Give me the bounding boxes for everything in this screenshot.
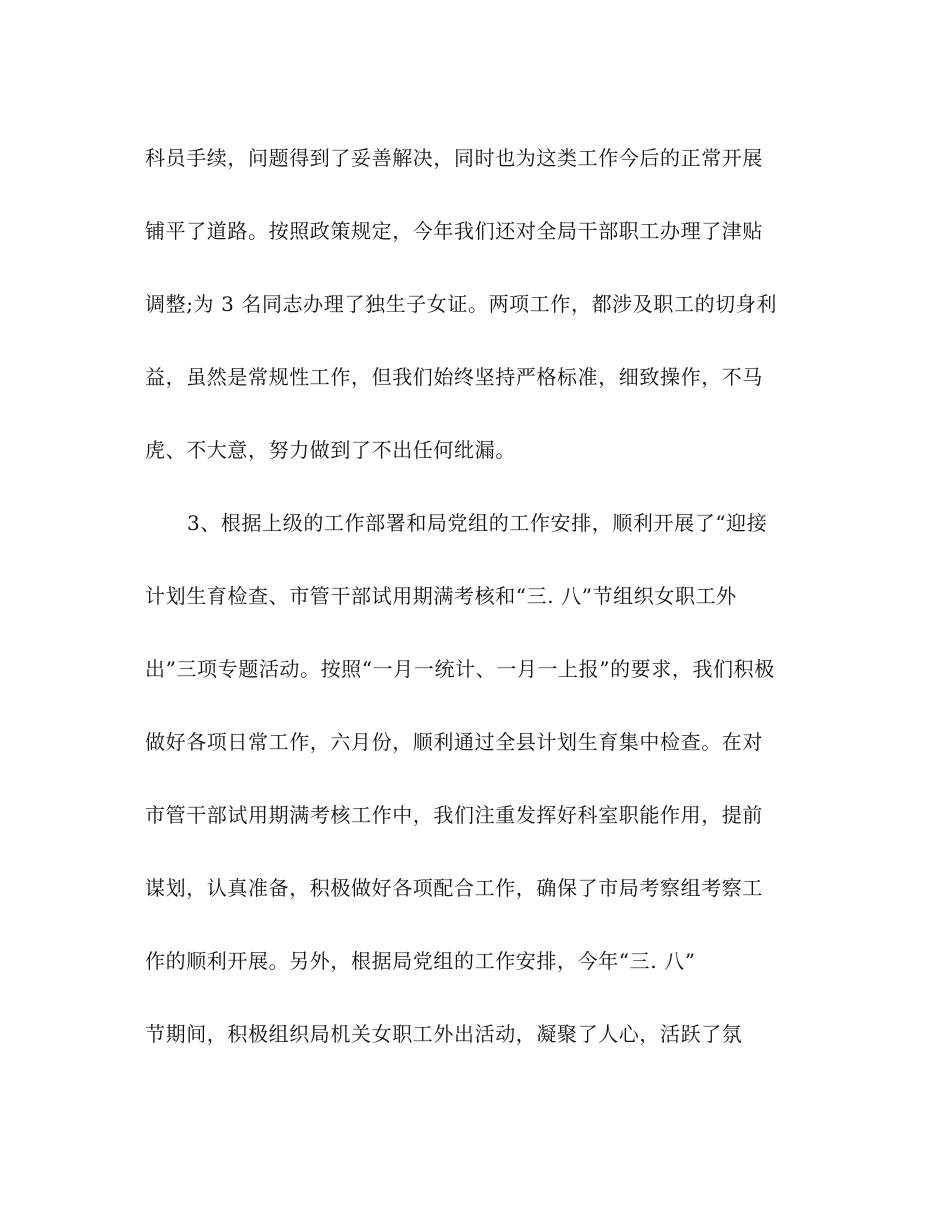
paragraph-line: 虎、不大意，努力做到了不出任何纰漏。 xyxy=(145,438,516,462)
paragraph-line: 调整;为 3 名同志办理了独生子女证。两项工作，都涉及职工的切身利 xyxy=(145,292,777,316)
paragraph-line: 谋划，认真准备，积极做好各项配合工作，确保了市局考察组考察工 xyxy=(145,876,763,900)
paragraph-line: 计划生育检查、市管干部试用期满考核和“三. 八”节组织女职工外 xyxy=(145,584,737,608)
paragraph-line: 3、根据上级的工作部署和局党组的工作安排，顺利开展了“迎接 xyxy=(187,511,768,535)
paragraph-line: 作的顺利开展。另外，根据局党组的工作安排，今年“三. 八” xyxy=(145,949,696,973)
paragraph-line: 做好各项日常工作，六月份，顺利通过全县计划生育集中检查。在对 xyxy=(145,730,763,754)
paragraph-line: 铺平了道路。按照政策规定，今年我们还对全局干部职工办理了津贴 xyxy=(145,219,763,243)
paragraph-line: 节期间，积极组织局机关女职工外出活动，凝聚了人心，活跃了氛 xyxy=(145,1022,743,1046)
paragraph-line: 益，虽然是常规性工作，但我们始终坚持严格标准，细致操作，不马 xyxy=(145,365,763,389)
paragraph-line: 出”三项专题活动。按照“一月一统计、一月一上报”的要求，我们积极 xyxy=(145,657,775,681)
paragraph-line: 市管干部试用期满考核工作中，我们注重发挥好科室职能作用，提前 xyxy=(145,803,763,827)
paragraph-line: 科员手续，问题得到了妥善解决，同时也为这类工作今后的正常开展 xyxy=(145,146,763,170)
